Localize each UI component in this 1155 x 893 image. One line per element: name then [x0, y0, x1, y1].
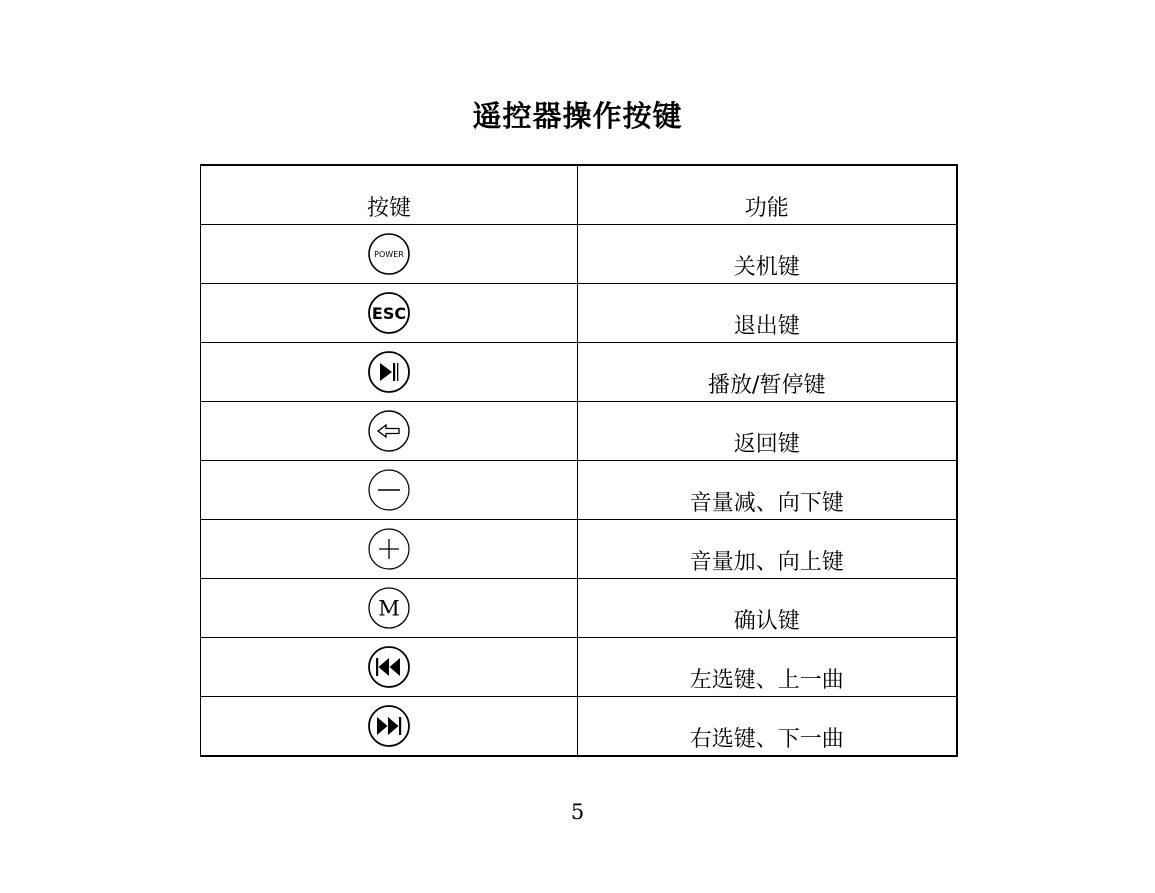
previous-track-icon [367, 645, 411, 689]
power-icon-label: POWER [374, 250, 404, 259]
table-row [201, 284, 957, 343]
key-cell [201, 520, 578, 579]
table-row [201, 697, 957, 757]
function-cell: 返回键 [578, 402, 957, 461]
function-cell: 播放/暂停键 [578, 343, 957, 402]
header-function: 功能 [578, 165, 957, 225]
function-cell: 左选键、上一曲 [578, 638, 957, 697]
plus-icon [367, 527, 411, 571]
table-row [201, 225, 957, 284]
remote-keys-table [200, 164, 958, 757]
key-cell [201, 343, 578, 402]
header-key: 按键 [201, 165, 578, 225]
minus-icon [367, 468, 411, 512]
function-cell: 确认键 [578, 579, 957, 638]
key-cell [201, 461, 578, 520]
table-row [201, 579, 957, 638]
function-cell: 右选键、下一曲 [578, 697, 957, 757]
page-title: 遥控器操作按键 [472, 99, 683, 133]
m-icon-label: M [378, 596, 400, 621]
page-number: 5 [570, 800, 585, 824]
back-arrow-icon [367, 409, 411, 453]
function-cell: 音量加、向上键 [578, 520, 957, 579]
function-cell: 关机键 [578, 225, 957, 284]
table-row [201, 461, 957, 520]
key-cell [201, 638, 578, 697]
key-cell [201, 697, 578, 757]
power-icon [367, 232, 411, 276]
esc-icon [367, 291, 411, 335]
table-row [201, 343, 957, 402]
esc-icon-label: ESC [371, 304, 407, 323]
table-row [201, 402, 957, 461]
function-cell: 音量减、向下键 [578, 461, 957, 520]
key-cell [201, 225, 578, 284]
key-cell [201, 284, 578, 343]
m-icon [367, 586, 411, 630]
function-cell: 退出键 [578, 284, 957, 343]
key-cell [201, 402, 578, 461]
play-pause-icon [367, 350, 411, 394]
next-track-icon [367, 704, 411, 748]
table-row [201, 520, 957, 579]
table-row [201, 638, 957, 697]
key-cell [201, 579, 578, 638]
table-header-row [201, 165, 957, 225]
